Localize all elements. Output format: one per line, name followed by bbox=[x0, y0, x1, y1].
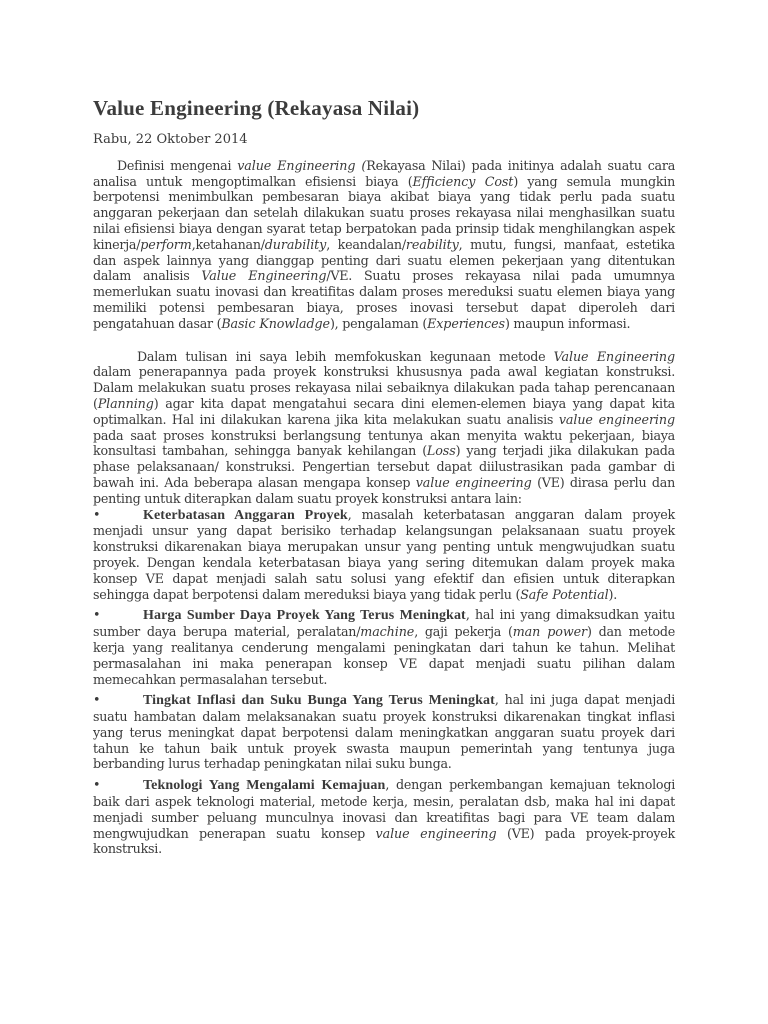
paragraph-definition: Definisi mengenai value Engineering (Rekayasa Nilai) pada initinya adalah suatu cara analisa untuk mengoptimalkan efisiensi biaya (Efficiency Cost) yang semula mungkin berpotensi menimbulkan pembesaran biaya akibat biaya yang tidak perlu pada suatu anggaran pekerjaan dan setelah dilakukan suatu proses rekayasa nilai menghasilkan suatu nilai efisiensi biaya dengan syarat tetap berpatokan pada prinsip tidak menghilangkan aspek kinerja/perform,ketahanan/durability, keandalan/reability, mutu, fungsi, manfaat, estetika dan aspek lainnya yang dianggap penting dari suatu elemen pekerjaan yang ditentukan dalam analisis Value Engineering/VE. Suatu proses rekayasa nilai pada umumnya memerlukan suatu inovasi dan kreatifitas dalam proses mereduksi suatu elemen biaya yang memiliki potensi pembesaran biaya, proses inovasi tersebut dapat diperoleh dari pengatahuan dasar (Basic Knowladge), pengalaman (Experiences) maupun informasi. bbox=[93, 157, 676, 331]
list-item: • Harga Sumber Daya Proyek Yang Terus Meningkat, hal ini yang dimaksudkan yaitu sumber daya berupa material, peralatan/machine, gaji pekerja (man power) dan metode kerja yang realitanya cenderung mengalami peningkatan dari tahun ke tahun. Melihat permasalahan ini maka penerapan konsep VE dapat menjadi suatu pilihan dalam memecahkan permasalahan tersebut. bbox=[93, 607, 676, 687]
paragraph-focus: Dalam tulisan ini saya lebih memfokuskan kegunaan metode Value Engineering dalam penerapannya pada proyek konstruksi khususnya pada awal kegiatan konstruksi. Dalam melakukan suatu proses rekayasa nilai sebaiknya dilakukan pada tahap perencanaan (Planning) agar kita dapat mengatahui secara dini elemen-elemen biaya yang dapat kita optimalkan. Hal ini dilakukan karena jika kita melakukan suatu analisis value engineering pada saat proses konstruksi berlangsung tentunya akan menyita waktu pekerjaan, biaya konsultasi tambahan, sehingga banyak kehilangan (Loss) yang terjadi jika dilakukan pada phase pelaksanaan/ konstruksi. Pengertian tersebut dapat diilustrasikan pada gambar di bawah ini. Ada beberapa alasan mengapa konsep value engineering (VE) dirasa perlu dan penting untuk diterapkan dalam suatu proyek konstruksi antara lain: bbox=[93, 348, 675, 506]
bullet-icon: • bbox=[93, 607, 101, 623]
bullet-icon: • bbox=[93, 777, 101, 793]
list-item: • Tingkat Inflasi dan Suku Bunga Yang Terus Meningkat, hal ini juga dapat menjadi suatu hambatan dalam melaksanakan suatu proyek konstruksi dikarenakan tingkat inflasi yang terus meningkat dapat berpotensi dalam meningkatkan anggaran suatu proyek dari tahun ke tahun baik untuk proyek swasta maupun pemerintah yang tentunya juga berbanding lurus terhadap peningkatan nilai suku bunga. bbox=[93, 692, 676, 772]
list-item: • Keterbatasan Anggaran Proyek, masalah keterbatasan anggaran dalam proyek menjadi unsur yang dapat berisiko terhadap kelangsungan pelaksanaan suatu proyek konstruksi dikarenakan biaya merupakan unsur yang penting untuk mengwujudkan suatu proyek. Dengan kendala keterbatasan biaya yang sering ditemukan dalam proyek maka konsep VE dapat menjadi salah satu solusi yang efektif dan efisien untuk diterapkan sehingga dapat berpotensi dalam mereduksi biaya yang tidak perlu (Safe Potential). bbox=[93, 506, 675, 602]
list-item-heading: Keterbatasan Anggaran Proyek bbox=[143, 507, 348, 523]
bullet-icon: • bbox=[93, 506, 101, 522]
list-item-heading: Harga Sumber Daya Proyek Yang Terus Meningkat bbox=[143, 608, 466, 624]
bullet-icon: • bbox=[93, 692, 101, 708]
list-item: • Teknologi Yang Mengalami Kemajuan, dengan perkembangan kemajuan teknologi baik dari aspek teknologi material, metode kerja, mesin, peralatan dsb, maka hal ini dapat menjadi sumber peluang munculnya inovasi dan kreatifitas bagi para VE team dalam mengwujudkan penerapan suatu konsep value engineering (VE) pada proyek-proyek konstruksi. bbox=[93, 777, 675, 857]
list-item-heading: Teknologi Yang Mengalami Kemajuan bbox=[143, 778, 386, 794]
list-item-heading: Tingkat Inflasi dan Suku Bunga Yang Terus Meningkat bbox=[143, 693, 495, 709]
publish-date: Rabu, 22 Oktober 2014 bbox=[93, 132, 248, 147]
document-title: Value Engineering (Rekayasa Nilai) bbox=[93, 96, 420, 120]
document-page bbox=[93, 94, 675, 857]
